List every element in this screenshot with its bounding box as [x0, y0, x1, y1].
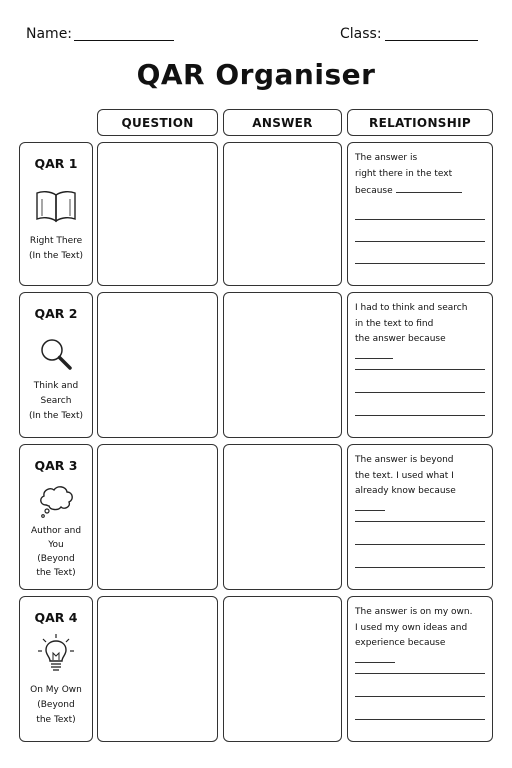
name-field[interactable] [74, 40, 174, 41]
writing-line[interactable] [355, 719, 485, 720]
relationship-1-line: right there in the text [355, 168, 453, 179]
relationship-2-line: in the text to find [355, 318, 434, 329]
qar-1-caption-line: Right There [29, 236, 83, 246]
writing-line[interactable] [355, 567, 485, 568]
qar-row-2-label-box [19, 292, 93, 438]
writing-line[interactable] [355, 219, 485, 220]
qar-1-label: QAR 1 [34, 156, 78, 171]
relationship-1-blank[interactable] [396, 182, 462, 193]
page-title: QAR Organiser [136, 58, 376, 91]
qar-4-caption-line: On My Own [30, 685, 82, 695]
qar-2-label: QAR 2 [34, 306, 78, 321]
question-cell-3[interactable] [97, 444, 218, 590]
answer-cell-3[interactable] [223, 444, 342, 590]
relationship-4-line: The answer is on my own. [355, 607, 473, 617]
question-cell-1[interactable] [97, 142, 218, 286]
column-header-relationship: RELATIONSHIP [347, 109, 493, 136]
qar-1-caption-line: (In the Text) [28, 251, 84, 261]
qar-3-label: QAR 3 [34, 458, 78, 473]
open-book-icon [34, 189, 78, 229]
thought-cloud-icon [36, 481, 76, 525]
qar-2-caption-line: (In the Text) [28, 411, 84, 421]
relationship-cell-4[interactable] [347, 596, 493, 742]
column-header-answer: ANSWER [223, 109, 342, 136]
qar-4-caption-line: (Beyond [37, 700, 75, 710]
lightbulb-icon [36, 633, 76, 679]
relationship-4-blank[interactable] [355, 652, 395, 663]
relationship-1-line: The answer is [355, 153, 418, 163]
qar-3-caption-line: (Beyond [37, 554, 75, 564]
writing-line[interactable] [355, 544, 485, 545]
relationship-cell-1[interactable] [347, 142, 493, 286]
qar-3-caption-line: You [48, 540, 64, 550]
qar-2-caption-line: Think and [33, 381, 79, 391]
relationship-cell-3[interactable] [347, 444, 493, 590]
relationship-3-blank[interactable] [355, 500, 385, 511]
writing-line[interactable] [355, 673, 485, 674]
qar-4-label: QAR 4 [34, 610, 78, 625]
relationship-2-line: the answer because [355, 334, 446, 344]
column-header-question: QUESTION [97, 109, 218, 136]
class-label: Class: [340, 26, 382, 42]
writing-line[interactable] [355, 415, 485, 416]
relationship-2-blank[interactable] [355, 348, 393, 359]
answer-cell-2[interactable] [223, 292, 342, 438]
relationship-4-line: I used my own ideas and [355, 622, 468, 633]
class-field[interactable] [385, 40, 478, 41]
writing-line[interactable] [355, 696, 485, 697]
magnifying-glass-icon [37, 335, 75, 377]
answer-cell-1[interactable] [223, 142, 342, 286]
writing-line[interactable] [355, 369, 485, 370]
relationship-3-line: already know because [355, 486, 456, 496]
qar-row-1-label-box [19, 142, 93, 286]
qar-3-caption-line: the Text) [36, 568, 76, 578]
name-label: Name: [26, 26, 73, 42]
answer-cell-4[interactable] [223, 596, 342, 742]
writing-line[interactable] [355, 392, 485, 393]
qar-3-caption-line: Author and [30, 526, 82, 536]
question-cell-2[interactable] [97, 292, 218, 438]
qar-4-caption-line: the Text) [36, 715, 76, 725]
relationship-1-line: because [355, 186, 393, 196]
writing-line[interactable] [355, 263, 485, 264]
qar-row-3-label-box [19, 444, 93, 590]
relationship-2-line: I had to think and search [355, 303, 468, 313]
relationship-4-line: experience because [355, 638, 446, 648]
relationship-3-line: The answer is beyond [355, 455, 454, 465]
relationship-cell-2[interactable] [347, 292, 493, 438]
qar-2-caption-line: Search [40, 396, 72, 406]
writing-line[interactable] [355, 241, 485, 242]
relationship-3-line: the text. I used what I [355, 470, 454, 481]
question-cell-4[interactable] [97, 596, 218, 742]
qar-row-4-label-box [19, 596, 93, 742]
writing-line[interactable] [355, 521, 485, 522]
